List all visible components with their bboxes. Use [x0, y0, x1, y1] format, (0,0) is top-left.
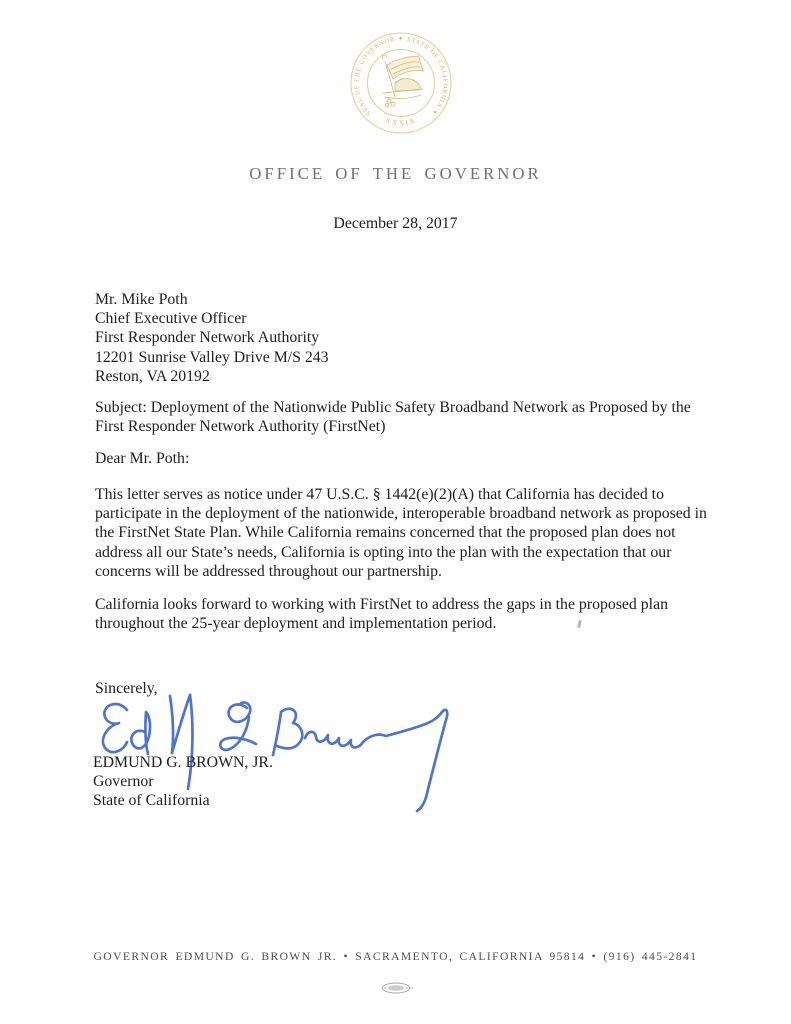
recipient-line: 12201 Sunrise Valley Drive M/S 243 — [95, 348, 329, 366]
governor-seal-svg — [349, 31, 453, 135]
governor-seal-icon — [349, 31, 453, 135]
paragraph-line: throughout the 25-year deployment and implementation period. — [95, 615, 497, 633]
paragraph-line: California looks forward to working with FirstNet to address the gaps in the proposed plan — [95, 596, 668, 613]
valediction: Sincerely, — [95, 680, 158, 697]
salutation: Dear Mr. Poth: — [95, 450, 190, 467]
signer-title: Governor — [93, 773, 154, 791]
printer-bug-icon — [379, 981, 413, 995]
seal-artwork — [382, 55, 423, 107]
signer-name: EDMUND G. BROWN, JR. — [93, 754, 273, 771]
subject-line: Subject: Deployment of the Nationwide Public Safety Broadband Network as Proposed by the — [95, 399, 691, 416]
signer-organization: State of California — [93, 792, 210, 810]
body-paragraph-2 — [95, 595, 668, 633]
recipient-line: Reston, VA 20192 — [95, 367, 210, 385]
paragraph-line: This letter serves as notice under 47 U.S.C. § 1442(e)(2)(A) that California has decided to — [95, 486, 664, 503]
paragraph-line: concerns will be addressed throughout our partnership. — [95, 562, 442, 580]
footer-contact-line: GOVERNOR EDMUND G. BROWN JR. • SACRAMENTO, CALIFORNIA 95814 • (916) 445-2841 — [93, 950, 698, 963]
subject-line: First Responder Network Authority (FirstNet) — [95, 418, 386, 436]
recipient-line: Chief Executive Officer — [95, 310, 247, 328]
letter-date: December 28, 2017 — [333, 215, 458, 232]
subject-block — [95, 398, 691, 436]
paragraph-line: participate in the deployment of the nationwide, interoperable broadband network as proposed in — [95, 505, 707, 523]
seal-rim-text: SEAL OF THE GOVERNOR ✦ STATE OF CALIFORNIA ✦ — [353, 35, 449, 117]
seal-numeral: XXXIX — [384, 116, 418, 128]
recipient-address-block — [95, 290, 329, 386]
paragraph-line: the FirstNet State Plan. While California remains concerned that the proposed plan does not — [95, 524, 676, 542]
svg-text:XXXIX — [384, 116, 417, 127]
recipient-line: Mr. Mike Poth — [95, 291, 188, 308]
recipient-line: First Responder Network Authority — [95, 329, 320, 347]
signer-block — [93, 753, 273, 811]
paragraph-line: address all our State’s needs, California is opting into the plan with the expectation that our — [95, 543, 672, 561]
body-paragraph-1 — [95, 485, 707, 581]
office-title: OFFICE OF THE GOVERNOR — [249, 164, 542, 183]
